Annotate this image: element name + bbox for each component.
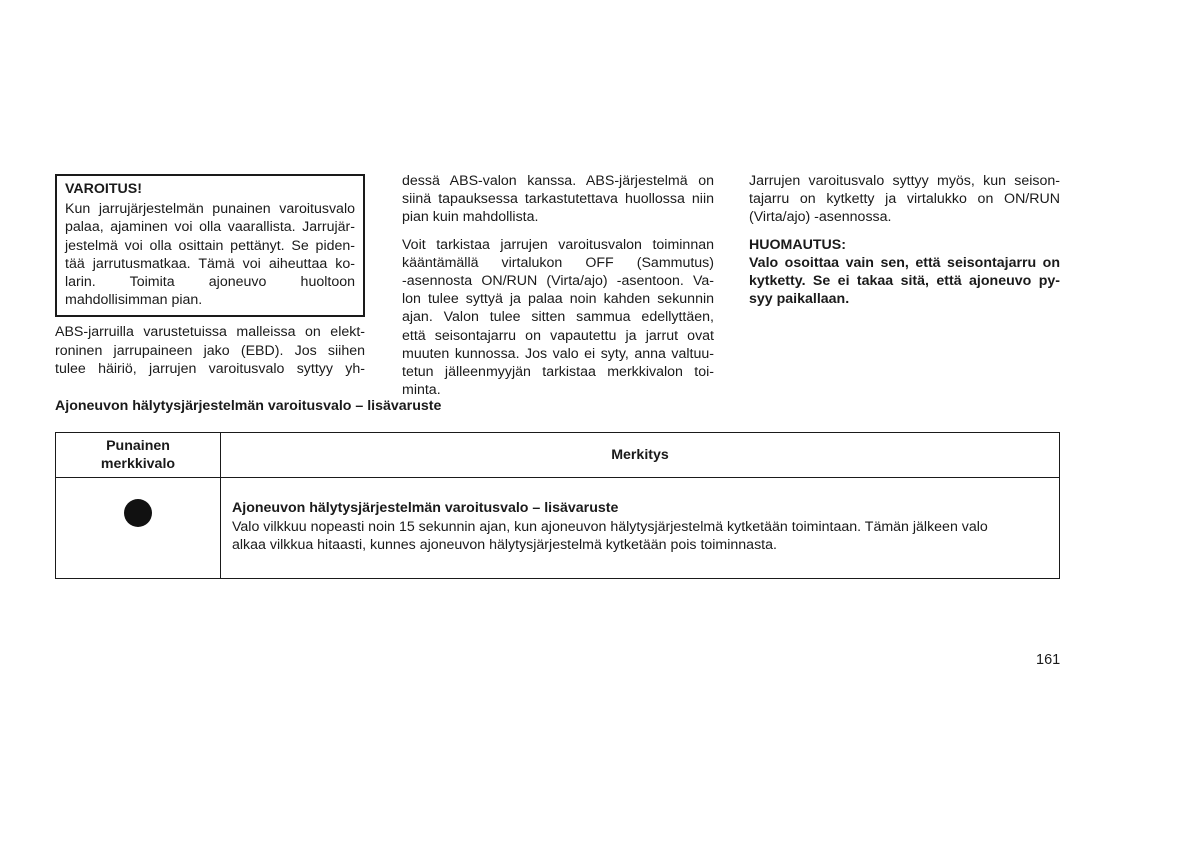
header-light-line: Punainen [106,437,170,454]
parking-brake-paragraph [749,172,1060,227]
note-title: HUOMAUTUS: [749,236,846,253]
note-line: Valo osoittaa vain sen, että seisontajarru on [749,254,1060,271]
meaning-cell [221,478,1060,579]
paragraph-line: tetun jälleenmyyjän tarkistaa merkkivalon toi- [402,364,714,381]
abs-paragraph [402,172,714,227]
paragraph-line: kääntämällä virtalukon OFF (Sammutus) [402,254,714,271]
header-light-line: merkkivalo [100,456,176,472]
meaning-line: Valo vilkkuu nopeasti noin 15 sekunnin ajan, kun ajoneuvon hälytysjärjestelmä kytketään toimintaan. Tämän jälkeen valo [232,518,988,535]
paragraph-line: Jarrujen varoitusvalo syttyy myös, kun seison- [749,173,1060,189]
warning-title: VAROITUS! [65,181,142,197]
indicator-cell [56,478,221,579]
paragraph-line: että seisontajarru on vapautettu ja jarrut ovat [402,327,714,344]
header-indicator-light [56,433,221,478]
warning-line: mahdollisimman pian. [65,292,203,309]
warning-line: palaa, ajaminen voi olla vaarallista. Jarrujär- [65,219,355,236]
paragraph-line: tulee häiriö, jarrujen varoitusvalo syttyy yh- [55,360,365,377]
warning-line: Kun jarrujärjestelmän punainen varoitusvalo [65,201,355,218]
page-number: 161 [1036,652,1061,668]
warning-line: jestelmä voi olla osittain pettänyt. Se piden- [65,237,355,254]
paragraph-line: tajarru on kytketty ja virtalukko on ON/RUN [749,191,1060,208]
note-line: kytketty. Se ei takaa sitä, että ajoneuvo py- [749,273,1060,290]
warning-line: tää jarrutusmatkaa. Tämä voi aiheuttaa ko- [65,255,355,272]
paragraph-line: siinä tapauksessa tarkastutettava huollossa niin [402,191,714,208]
red-indicator-dot-icon [124,499,152,527]
meaning-title: Ajoneuvon hälytysjärjestelmän varoitusvalo – lisävaruste [232,500,619,516]
warning-box [55,174,365,317]
ebd-paragraph [55,323,365,378]
table-header-row [56,433,1060,478]
check-paragraph [402,236,714,400]
column-3 [749,172,1060,308]
column-1 [55,174,365,378]
paragraph-line: muuten kunnossa. Jos valo ei syty, anna valtuu- [402,345,714,362]
note-line: syy paikallaan. [749,291,850,308]
paragraph-line: roninen jarrupaineen jako (EBD). Jos siihen [55,342,365,359]
paragraph-line: (Virta/ajo) -asennossa. [749,209,892,226]
warning-line: larin. Toimita ajoneuvo huoltoon [65,274,355,291]
paragraph-line: lon tulee syttyä ja palaa noin kahden sekunnin [402,291,714,308]
paragraph-line: minta. [402,382,441,399]
paragraph-line: pian kuin mahdollista. [402,209,539,226]
paragraph-line: ABS-jarruilla varustetuissa malleissa on elekt- [55,324,365,341]
column-2 [402,172,714,399]
header-meaning: Merkitys [221,433,1060,478]
meaning-line: alkaa vilkkua hitaasti, kunnes ajoneuvon hälytysjärjestelmä kytketään pois toiminnasta. [232,537,777,553]
note-text [749,254,1060,309]
warning-text [65,200,355,309]
indicator-table [55,432,1060,579]
paragraph-line: dessä ABS-valon kanssa. ABS-järjestelmä on [402,173,714,189]
paragraph-line: ajan. Valon tulee sitten sammua edellyttäen, [402,309,714,326]
paragraph-line: Voit tarkistaa jarrujen varoitusvalon toiminnan [402,236,714,253]
paragraph-line: -asennosta ON/RUN (Virta/ajo) -asentoon. Va- [402,273,714,290]
table-row [56,478,1060,579]
section-heading: Ajoneuvon hälytysjärjestelmän varoitusvalo – lisävaruste [55,398,442,414]
